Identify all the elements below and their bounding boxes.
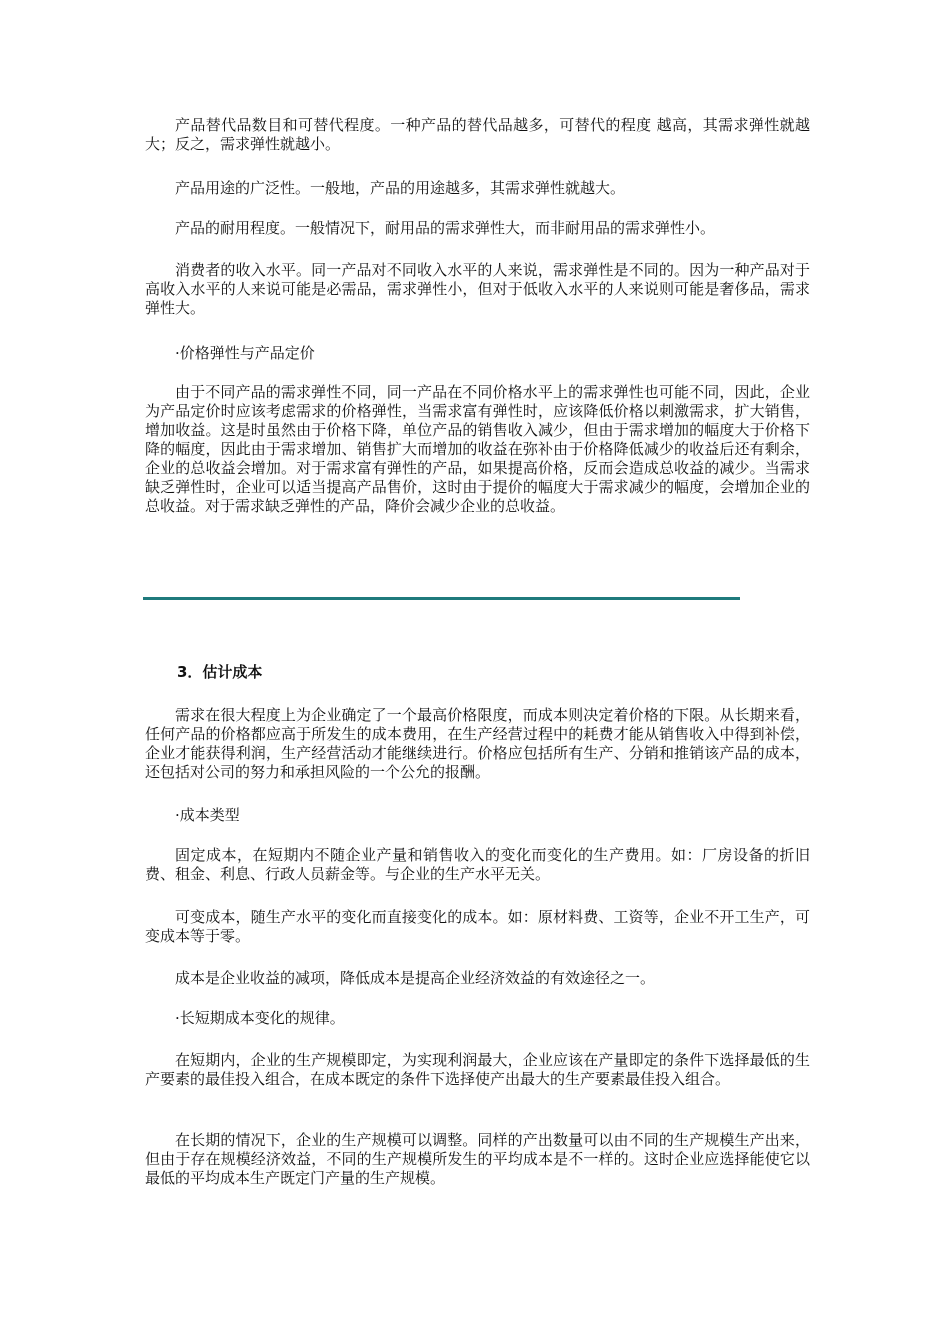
paragraph-variable-cost: 可变成本，随生产水平的变化而直接变化的成本。如：原材料费、工资等，企业不开工生产，可变成本等于零。 [145, 908, 810, 945]
paragraph-income-level: 消费者的收入水平。同一产品对不同收入水平的人来说，需求弹性是不同的。因为一种产品对于高收入水平的人来说可能是必需品，需求弹性小，但对于低收入水平的人来说则可能是奢侈品，需求弹性大。 [145, 261, 810, 317]
paragraph-product-uses: 产品用途的广泛性。一般地，产品的用途越多，其需求弹性就越大。 [175, 179, 626, 197]
paragraph-durability: 产品的耐用程度。一般情况下，耐用品的需求弹性大，而非耐用品的需求弹性小。 [175, 219, 716, 237]
paragraph-long-term: 在长期的情况下，企业的生产规模可以调整。同样的产出数量可以由不同的生产规模生产出来，但由于存在规模经济效益，不同的生产规模所发生的平均成本是不一样的。这时企业应选择能使它以最低的平均成本生产既定门产量的生产规模。 [145, 1131, 810, 1187]
paragraph-short-term: 在短期内，企业的生产规模即定，为实现利润最大，企业应该在产量即定的条件下选择最低的生产要素的最佳投入组合，在成本既定的条件下选择使产出最大的生产要素最佳投入组合。 [145, 1051, 810, 1088]
subheading-price-elasticity: ·价格弹性与产品定价 [175, 344, 315, 362]
paragraph-demand-cost-limits: 需求在很大程度上为企业确定了一个最高价格限度，而成本则决定着价格的下限。从长期来看，任何产品的价格都应高于所发生的成本费用，在生产经营过程中的耗费才能从销售收入中得到补偿，企业才能获得利润，生产经营活动才能继续进行。价格应包括所有生产、分销和推销该产品的成本，还包括对公司的努力和承担风险的一个公允的报酬。 [145, 706, 810, 781]
paragraph-fixed-cost: 固定成本，在短期内不随企业产量和销售收入的变化而变化的生产费用。如：厂房设备的折旧费、租金、利息、行政人员薪金等。与企业的生产水平无关。 [145, 846, 810, 883]
section-divider [143, 597, 740, 600]
subheading-cost-rules: ·长短期成本变化的规律。 [175, 1009, 345, 1027]
section-heading-estimate-cost: 3．估计成本 [177, 663, 263, 681]
paragraph-cost-reduction: 成本是企业收益的减项，降低成本是提高企业经济效益的有效途径之一。 [175, 969, 656, 987]
subheading-cost-types: ·成本类型 [175, 806, 240, 824]
paragraph-elasticity-pricing: 由于不同产品的需求弹性不同，同一产品在不同价格水平上的需求弹性也可能不同，因此，企业为产品定价时应该考虑需求的价格弹性，当需求富有弹性时，应该降低价格以刺激需求，扩大销售，增加收益。这是时虽然由于价格下降，单位产品的销售收入减少，但由于需求增加的幅度大于价格下降的幅度，因此由于需求增加、销售扩大而增加的收益在弥补由于价格降低减少的收益后还有剩余，企业的总收益会增加。对于需求富有弹性的产品，如果提高价格，反而会造成总收益的减少。当需求缺乏弹性时，企业可以适当提高产品售价，这时由于提价的幅度大于需求减少的幅度，会增加企业的总收益。对于需求缺乏弹性的产品，降价会减少企业的总收益。 [145, 383, 810, 515]
paragraph-substitutes: 产品替代品数目和可替代程度。一种产品的替代品越多，可替代的程度 越高，其需求弹性就越大；反之，需求弹性就越小。 [145, 116, 810, 153]
